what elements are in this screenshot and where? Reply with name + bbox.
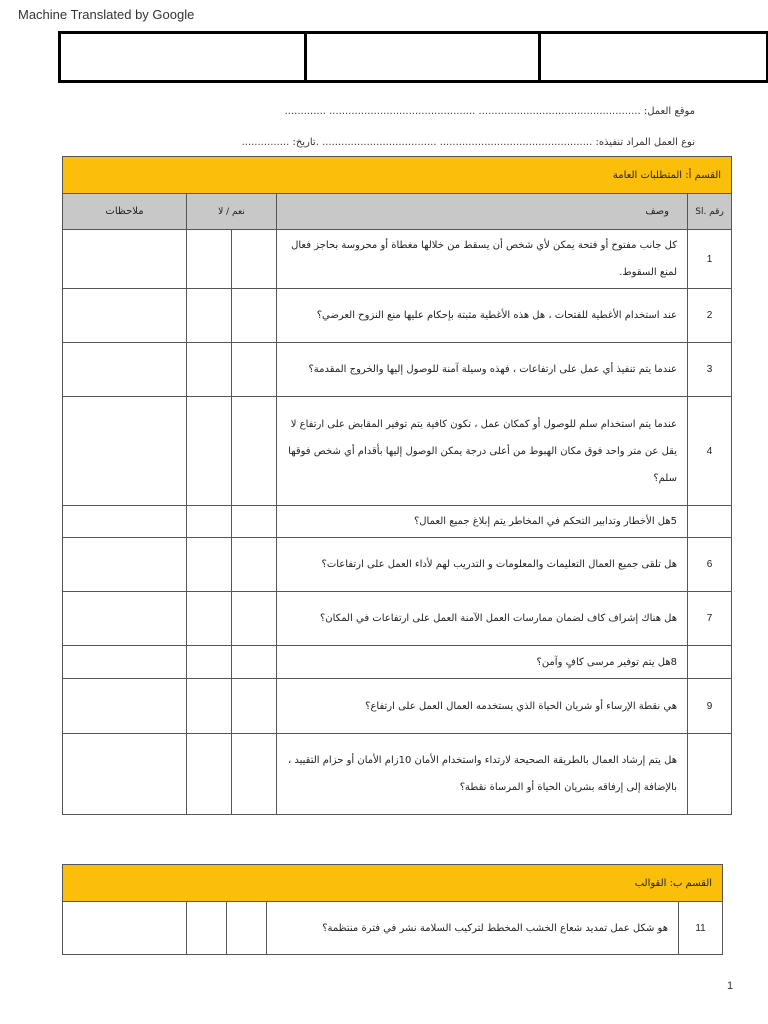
description-header: وصف	[277, 194, 688, 230]
row-number	[688, 646, 732, 679]
notes-cell	[63, 397, 187, 506]
header-box-table	[58, 31, 768, 83]
machine-translated-label: Machine Translated by Google	[18, 7, 195, 22]
table-row	[63, 902, 723, 955]
answer-cell	[232, 679, 277, 734]
row-number: 4	[688, 397, 732, 506]
answer-cell	[187, 679, 232, 734]
section-b-title: القسم ب: القوالب	[63, 865, 723, 902]
header-box-cell	[541, 34, 766, 80]
answer-cell	[187, 343, 232, 397]
answer-cell	[187, 902, 227, 955]
row-number: 3	[688, 343, 732, 397]
table-row	[63, 506, 732, 538]
serial-number-header: Sl. رقم	[688, 194, 732, 230]
answer-cell	[232, 734, 277, 815]
notes-cell	[63, 289, 187, 343]
answer-cell	[187, 230, 232, 289]
answer-cell	[187, 289, 232, 343]
page-number: 1	[727, 980, 734, 992]
answer-cell	[232, 343, 277, 397]
table-row	[63, 230, 732, 289]
row-number	[688, 506, 732, 538]
notes-cell	[63, 343, 187, 397]
answer-cell	[187, 646, 232, 679]
answer-cell	[187, 592, 232, 646]
row-description: عند استخدام الأغطية للفتحات ، هل هذه الأغطية مثبتة بإحكام عليها منع النزوح العرضي؟	[277, 289, 688, 343]
row-number	[688, 734, 732, 815]
row-description: هل هناك إشراف كاف لضمان ممارسات العمل الآمنة العمل على ارتفاعات في المكان؟	[277, 592, 688, 646]
answer-cell	[232, 646, 277, 679]
section-a-title: القسم أ: المتطلبات العامة	[63, 157, 732, 194]
answer-cell	[187, 538, 232, 592]
row-number: 9	[688, 679, 732, 734]
notes-cell	[63, 506, 187, 538]
table-row	[63, 289, 732, 343]
row-number: 6	[688, 538, 732, 592]
row-description: هل يتم إرشاد العمال بالطريقة الصحيحة لارتداء واستخدام الأمان 10زام الأمان أو حزام التقييد ، بالإضافة إلى إرفاقه بشريان الحياة أو المرساة نقطة؟	[277, 734, 688, 815]
table-row	[63, 397, 732, 506]
row-description: 8هل يتم توفير مرسى كافٍ وآمن؟	[277, 646, 688, 679]
answer-cell	[232, 289, 277, 343]
section-a-table	[62, 156, 732, 815]
answer-cell	[232, 506, 277, 538]
row-description: هل تلقى جميع العمال التعليمات والمعلومات و التدريب لهم لأداء العمل على ارتفاعات؟	[277, 538, 688, 592]
row-description: عندما يتم تنفيذ أي عمل على ارتفاعات ، فهذه وسيلة آمنة للوصول إليها والخروج المقدمة؟	[277, 343, 688, 397]
notes-cell	[63, 646, 187, 679]
notes-cell	[63, 538, 187, 592]
yes-no-header: نعم / لا	[187, 194, 277, 230]
answer-cell	[232, 538, 277, 592]
header-box-cell	[307, 34, 541, 80]
answer-cell	[187, 506, 232, 538]
section-b-table	[62, 864, 723, 955]
row-number: 2	[688, 289, 732, 343]
notes-cell	[63, 679, 187, 734]
table-row	[63, 592, 732, 646]
row-description: عندما يتم استخدام سلم للوصول أو كمكان عمل ، تكون كافية يتم توفير المقابض على ارتفاع لا يقل عن متر واحد فوق مكان الهبوط من أعلى درجة يمكن الوصول إليها بأقدام أي شخص فوقها سلم؟	[277, 397, 688, 506]
row-description: كل جانب مفتوح أو فتحة يمكن لأي شخص أن يسقط من خلالها مغطاة أو محروسة بحاجز فعال لمنع السقوط.	[277, 230, 688, 289]
notes-cell	[63, 734, 187, 815]
answer-cell	[187, 734, 232, 815]
table-header-row	[63, 194, 732, 230]
notes-cell	[63, 230, 187, 289]
answer-cell	[232, 397, 277, 506]
row-description: هي نقطة الإرساء أو شريان الحياة الذي يستخدمه العمال العمل على ارتفاع؟	[277, 679, 688, 734]
row-description: 5هل الأخطار وتدابير التحكم في المخاطر يتم إبلاغ جميع العمال؟	[277, 506, 688, 538]
answer-cell	[227, 902, 267, 955]
row-number: 11	[679, 902, 723, 955]
notes-header: ملاحظات	[63, 194, 187, 230]
row-number: 7	[688, 592, 732, 646]
answer-cell	[232, 592, 277, 646]
table-row	[63, 343, 732, 397]
table-row	[63, 646, 732, 679]
work-type-date-field: نوع العمل المراد تنفيذه: ................................................ .................................... .تاريخ: ...............	[241, 137, 695, 148]
row-description: هو شكل عمل تمديد شعاع الخشب المخطط لتركيب السلامة نشر في فترة منتظمة؟	[267, 902, 679, 955]
notes-cell	[63, 902, 187, 955]
header-box-cell	[61, 34, 307, 80]
table-row	[63, 538, 732, 592]
answer-cell	[232, 230, 277, 289]
table-row	[63, 679, 732, 734]
table-row	[63, 734, 732, 815]
row-number: 1	[688, 230, 732, 289]
notes-cell	[63, 592, 187, 646]
work-site-field: موقع العمل: ................................................... .............................................. .............	[284, 106, 695, 117]
answer-cell	[187, 397, 232, 506]
